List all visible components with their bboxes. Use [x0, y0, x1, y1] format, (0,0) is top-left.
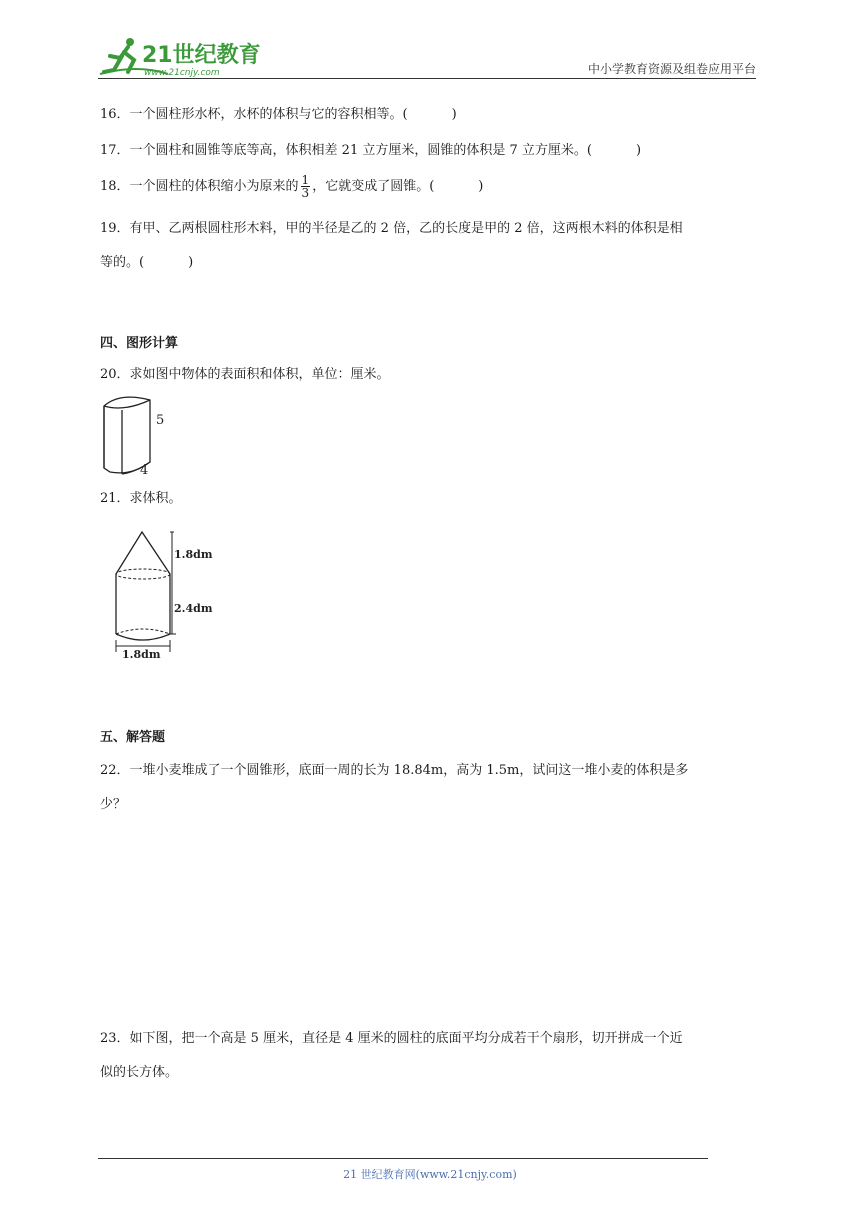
cylinder-height-label: 2.4dm [174, 602, 213, 615]
question-20: 20．求如图中物体的表面积和体积，单位：厘米。 [100, 367, 390, 382]
question-22-line2: 少？ [100, 797, 127, 812]
half-cylinder-figure [100, 394, 180, 478]
logo-text: 21世纪教育 [142, 43, 261, 68]
question-21: 21．求体积。 [100, 491, 182, 506]
logo-url: www.21cnjy.com [144, 68, 220, 78]
header-divider [98, 78, 756, 79]
question-19-line2: 等的。( ) [100, 255, 194, 270]
footer-divider [98, 1158, 708, 1159]
question-17: 17．一个圆柱和圆锥等底等高，体积相差 21 立方厘米，圆锥的体积是 7 立方厘米。( ) [100, 143, 642, 158]
section-4-title: 四、图形计算 [100, 336, 179, 351]
page-header [98, 30, 756, 80]
footer-text: 21 世纪教育网(www.21cnjy.com) [343, 1168, 517, 1181]
cone-height-label: 1.8dm [174, 548, 213, 561]
question-22-line1: 22．一堆小麦堆成了一个圆锥形，底面一周的长为 18.84m，高为 1.5m，试问这一堆小麦的体积是多 [100, 763, 689, 778]
width-label: 4 [140, 463, 149, 478]
question-18: 18．一个圆柱的体积缩小为原来的 $\frac{1}{3}$ ，它就变成了圆锥。( ) [100, 173, 484, 200]
question-23-line1: 23．如下图，把一个高是 5 厘米，直径是 4 厘米的圆柱的底面平均分成若干个扇形，切开拼成一个近 [100, 1031, 683, 1046]
question-19-line1: 19．有甲、乙两根圆柱形木料，甲的半径是乙的 2 倍，乙的长度是甲的 2 倍，这两根木料的体积是相 [100, 221, 683, 236]
question-23-line2: 似的长方体。 [100, 1065, 179, 1080]
site-name: 中小学教育资源及组卷应用平台 [587, 62, 756, 76]
fraction-one-third: $\frac{1}{3}$ [301, 173, 310, 200]
section-5-title: 五、解答题 [100, 730, 166, 745]
diameter-label: 1.8dm [122, 648, 161, 661]
logo-icon [98, 34, 268, 78]
cone-cylinder-figure [108, 526, 228, 662]
height-label: 5 [156, 413, 165, 428]
question-16: 16．一个圆柱形水杯，水杯的体积与它的容积相等。( ) [100, 107, 457, 122]
